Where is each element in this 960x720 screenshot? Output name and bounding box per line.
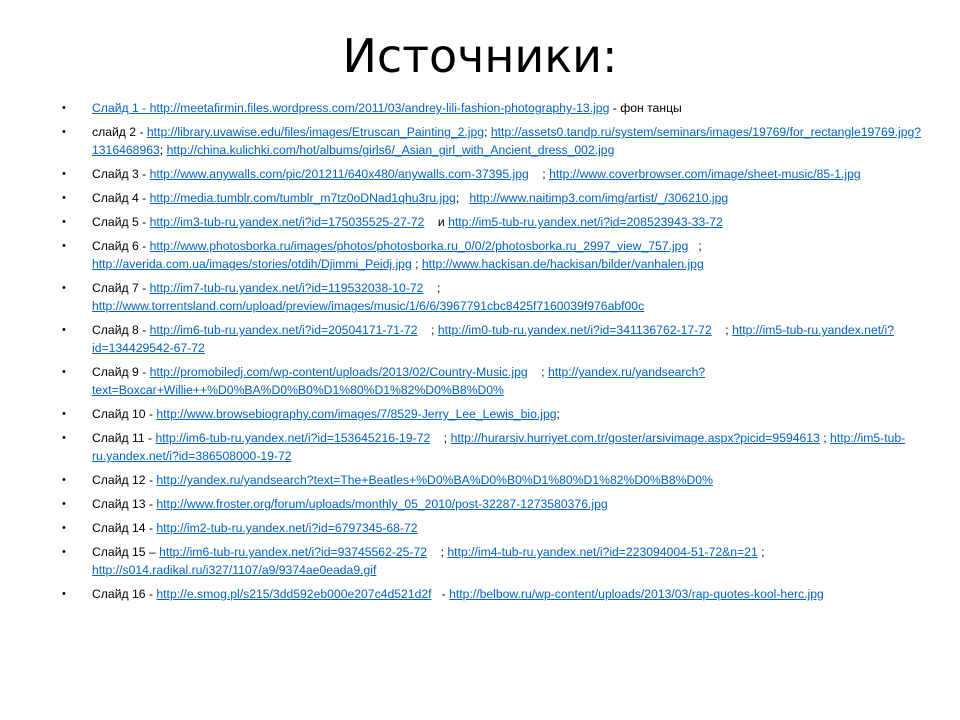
bullet-icon: • xyxy=(62,408,66,420)
source-text: Слайд 13 - xyxy=(92,497,157,511)
source-link[interactable]: http://www.photosborka.ru/images/photos/photosborka.ru_0/0/2/photosborka.ru_2997_view_757.jpg xyxy=(149,239,689,253)
source-link[interactable]: http://www.torrentsland.com/upload/preview/images/music/1/6/6/3967791cbc8425f7160039f976abf00c xyxy=(92,299,645,313)
source-item xyxy=(62,213,922,231)
source-link[interactable]: http://im5-tub-ru.yandex.net/i?id=134429542-67-72 xyxy=(92,323,894,355)
source-item xyxy=(62,363,922,399)
source-text: ; xyxy=(423,281,444,295)
bullet-icon: • xyxy=(62,498,66,510)
source-item xyxy=(62,405,922,423)
source-item xyxy=(62,585,922,603)
source-item xyxy=(62,519,922,537)
bullet-icon: • xyxy=(62,546,66,558)
source-text: ; xyxy=(688,239,706,253)
source-link[interactable]: http://im4-tub-ru.yandex.net/i?id=223094004-51-72&n=21 xyxy=(447,545,758,559)
source-text: ; xyxy=(528,167,550,181)
bullet-icon: • xyxy=(62,126,66,138)
source-text: ; xyxy=(411,257,422,271)
source-link[interactable]: http://im5-tub-ru.yandex.net/i?id=386508000-19-72 xyxy=(92,431,906,463)
bullet-icon: • xyxy=(62,474,66,486)
source-link[interactable]: Слайд 1 - http://meetafirmin.files.wordpress.com/2011/03/andrey-lili-fashion-photography-13.jpg xyxy=(92,101,610,115)
source-link[interactable]: http://hurarsiv.hurriyet.com.tr/goster/arsivimage.aspx?picid=9594613 xyxy=(450,431,820,445)
source-text: ; xyxy=(556,407,560,421)
source-link[interactable]: http://www.coverbrowser.com/image/sheet-music/85-1.jpg xyxy=(549,167,861,181)
source-text: ; xyxy=(427,545,448,559)
source-text: ; xyxy=(430,431,451,445)
source-link[interactable]: http://averida.com.ua/images/stories/otdih/Djimmi_Peidj.jpg xyxy=(92,257,412,271)
bullet-icon: • xyxy=(62,216,66,228)
source-link[interactable]: http://im7-tub-ru.yandex.net/i?id=119532038-10-72 xyxy=(149,281,424,295)
bullet-icon: • xyxy=(62,102,66,114)
bullet-icon: • xyxy=(62,240,66,252)
source-text: ; xyxy=(527,365,548,379)
source-text: Слайд 10 - xyxy=(92,407,157,421)
source-link[interactable]: http://www.browsebiography.com/images/7/8529-Jerry_Lee_Lewis_bio.jpg xyxy=(156,407,557,421)
source-text: Слайд 14 - xyxy=(92,521,157,535)
source-text: Слайд 7 - xyxy=(92,281,150,295)
source-item xyxy=(62,189,922,207)
source-link[interactable]: http://www.hackisan.de/hackisan/bilder/vanhalen.jpg xyxy=(421,257,704,271)
source-text: Слайд 15 – xyxy=(92,545,160,559)
source-link[interactable]: http://www.anywalls.com/pic/201211/640x480/anywalls.com-37395.jpg xyxy=(149,167,529,181)
source-text: Слайд 12 - xyxy=(92,473,157,487)
source-link[interactable]: http://library.uvawise.edu/files/images/Etruscan_Painting_2.jpg xyxy=(146,125,485,139)
source-text: Слайд 16 - xyxy=(92,587,157,601)
source-item xyxy=(62,495,922,513)
source-link[interactable]: http://s014.radikal.ru/i327/1107/a9/9374ae0eada9.gif xyxy=(92,563,377,577)
source-text: - фон танцы xyxy=(609,101,682,115)
source-text: Слайд 11 - xyxy=(92,431,156,445)
source-text: Слайд 9 - xyxy=(92,365,150,379)
source-item xyxy=(62,99,922,117)
source-link[interactable]: http://china.kulichki.com/hot/albums/girls6/_Asian_girl_with_Ancient_dress_002.jpg xyxy=(166,143,615,157)
bullet-icon: • xyxy=(62,522,66,534)
source-link[interactable]: http://im0-tub-ru.yandex.net/i?id=341136762-17-72 xyxy=(437,323,712,337)
bullet-icon: • xyxy=(62,432,66,444)
source-item xyxy=(62,321,922,357)
source-text: ; xyxy=(455,191,470,205)
bullet-icon: • xyxy=(62,282,66,294)
source-link[interactable]: http://im6-tub-ru.yandex.net/i?id=153645216-19-72 xyxy=(155,431,431,445)
source-link[interactable]: http://belbow.ru/wp-content/uploads/2013/03/rap-quotes-kool-herc.jpg xyxy=(449,587,824,601)
source-text: Слайд 3 - xyxy=(92,167,150,181)
slide-title: Источники: xyxy=(342,29,618,83)
bullet-icon: • xyxy=(62,588,66,600)
source-text: ; xyxy=(711,323,733,337)
source-link[interactable]: http://im6-tub-ru.yandex.net/i?id=20504171-71-72 xyxy=(149,323,418,337)
source-text: Слайд 4 - xyxy=(92,191,150,205)
source-text: ; xyxy=(417,323,438,337)
source-item xyxy=(62,471,922,489)
source-link[interactable]: http://media.tumblr.com/tumblr_m7tz0oDNad1qhu3ru.jpg xyxy=(149,191,456,205)
source-text: слайд 2 - xyxy=(92,125,147,139)
source-text: Слайд 8 - xyxy=(92,323,150,337)
source-text: ; xyxy=(484,125,491,139)
source-text: - xyxy=(431,587,450,601)
bullet-icon: • xyxy=(62,192,66,204)
source-text: ; xyxy=(159,143,167,157)
source-link[interactable]: http://e.smog.pl/s215/3dd592eb000e207c4d521d2f xyxy=(156,587,432,601)
source-link[interactable]: http://promobiledj.com/wp-content/uploads/2013/02/Country-Music.jpg xyxy=(149,365,528,379)
source-text: Слайд 5 - xyxy=(92,215,150,229)
source-link[interactable]: http://www.froster.org/forum/uploads/monthly_05_2010/post-32287-1273580376.jpg xyxy=(156,497,608,511)
source-link[interactable]: http://im2-tub-ru.yandex.net/i?id=6797345-68-72 xyxy=(156,521,418,535)
bullet-icon: • xyxy=(62,168,66,180)
source-text: Слайд 6 - xyxy=(92,239,150,253)
source-link[interactable]: http://im6-tub-ru.yandex.net/i?id=93745562-25-72 xyxy=(159,545,428,559)
bullet-icon: • xyxy=(62,324,66,336)
sources-list xyxy=(62,99,922,609)
source-link[interactable]: http://im3-tub-ru.yandex.net/i?id=175035525-27-72 xyxy=(149,215,425,229)
source-text: ; xyxy=(819,431,831,445)
source-item xyxy=(62,543,922,579)
source-item xyxy=(62,429,922,465)
source-item xyxy=(62,165,922,183)
source-link[interactable]: http://www.naitimp3.com/img/artist/_/306210.jpg xyxy=(469,191,729,205)
bullet-icon: • xyxy=(62,366,66,378)
source-link[interactable]: http://assets0.tandp.ru/system/seminars/images/19769/for_rectangle19769.jpg?1316468963 xyxy=(92,125,922,157)
source-item xyxy=(62,279,922,315)
source-text: и xyxy=(424,215,449,229)
source-text: ; xyxy=(757,545,768,559)
source-link[interactable]: http://yandex.ru/yandsearch?text=Boxcar+Willie++%D0%BA%D0%B0%D1%80%D1%82%D0%B8%D0% xyxy=(92,365,706,397)
source-link[interactable]: http://im5-tub-ru.yandex.net/i?id=208523943-33-72 xyxy=(448,215,723,229)
source-item xyxy=(62,123,922,159)
source-link[interactable]: http://yandex.ru/yandsearch?text=The+Beatles+%D0%BA%D0%B0%D1%80%D1%82%D0%B8%D0% xyxy=(156,473,713,487)
source-item xyxy=(62,237,922,273)
